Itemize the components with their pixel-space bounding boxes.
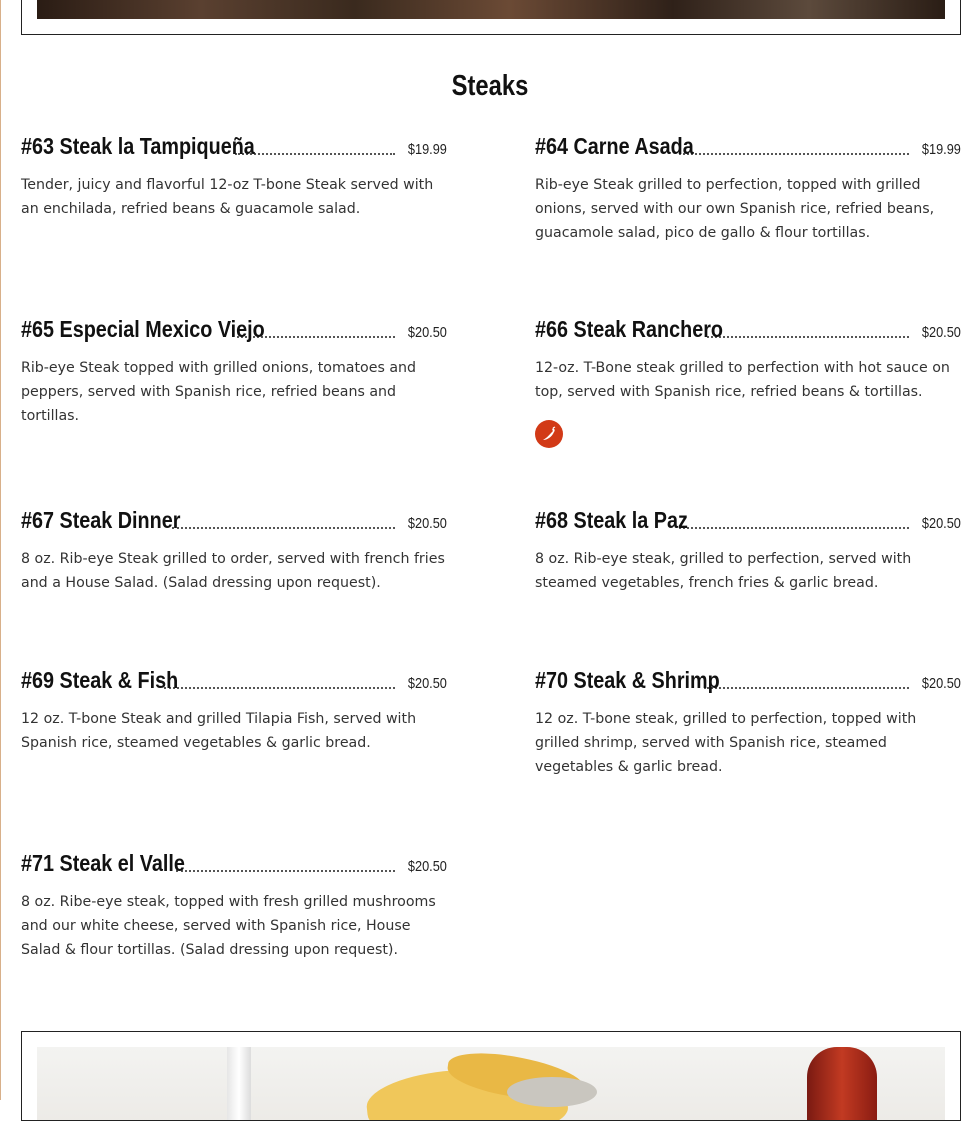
menu-item-description: 8 oz. Rib-eye steak, grilled to perfection, served with steamed vegetables, french fries & garlic bread. bbox=[535, 551, 912, 591]
menu-item-header bbox=[535, 504, 961, 534]
menu-item-name: #63 Steak la Tampiqueña bbox=[21, 133, 255, 159]
menu-item-header bbox=[21, 313, 447, 343]
menu-item-description: 12-oz. T-Bone steak grilled to perfection with hot sauce on top, served with Spanish rice, refried beans & tortillas. bbox=[535, 360, 950, 400]
top-food-photo bbox=[37, 0, 945, 19]
menu-item-price: $19.99 bbox=[407, 141, 447, 158]
menu-item-name: #70 Steak & Shrimp bbox=[535, 667, 720, 693]
menu-item-name: #66 Steak Ranchero bbox=[535, 316, 724, 342]
menu-item-description: 8 oz. Rib-eye Steak grilled to order, served with french fries and a House Salad. (Salad dressing upon request). bbox=[21, 551, 445, 591]
menu-item bbox=[535, 504, 961, 595]
dot-leader bbox=[164, 686, 395, 689]
menu-item-header bbox=[535, 130, 961, 160]
plate-shape bbox=[507, 1077, 597, 1107]
dot-leader bbox=[235, 152, 395, 155]
menu-item-header bbox=[21, 664, 447, 694]
menu-item-description: Tender, juicy and flavorful 12-oz T-bone Steak served with an enchilada, refried beans & guacamole salad. bbox=[21, 177, 434, 217]
menu-item-name: #65 Especial Mexico Viejo bbox=[21, 316, 265, 342]
chili-pepper-icon bbox=[535, 420, 563, 448]
hot-sauce-bottle-shape bbox=[807, 1047, 877, 1121]
menu-item-header bbox=[535, 313, 961, 343]
menu-item-name: #64 Carne Asada bbox=[535, 133, 694, 159]
menu-item-header bbox=[535, 664, 961, 694]
menu-item bbox=[535, 313, 961, 452]
menu-item-description: 12 oz. T-bone Steak and grilled Tilapia Fish, served with Spanish rice, steamed vegetables & garlic bread. bbox=[21, 711, 417, 751]
menu-item-price: $20.50 bbox=[407, 858, 447, 875]
menu-item-header bbox=[21, 130, 447, 160]
section-title: Steaks bbox=[451, 70, 529, 102]
menu-item-price: $20.50 bbox=[921, 515, 961, 532]
menu-item bbox=[21, 130, 447, 221]
menu-item-price: $20.50 bbox=[921, 675, 961, 692]
menu-item-price: $20.50 bbox=[407, 675, 447, 692]
menu-item-name: #69 Steak & Fish bbox=[21, 667, 179, 693]
menu-item-price: $19.99 bbox=[921, 141, 961, 158]
bottom-food-photo-frame bbox=[21, 1031, 961, 1121]
top-food-photo-frame bbox=[21, 0, 961, 35]
glass-shape bbox=[227, 1047, 251, 1121]
menu-item-description: 8 oz. Ribe-eye steak, topped with fresh grilled mushrooms and our white cheese, served with Spanish rice, House Salad & flour tortillas. (Salad dressing upon request). bbox=[21, 894, 436, 958]
menu-item-name: #71 Steak el Valle bbox=[21, 850, 185, 876]
bottom-food-photo bbox=[37, 1047, 945, 1121]
menu-item-price: $20.50 bbox=[407, 324, 447, 341]
dot-leader bbox=[707, 335, 909, 338]
menu-item bbox=[21, 847, 447, 962]
dot-leader bbox=[704, 686, 909, 689]
dot-leader bbox=[679, 526, 909, 529]
menu-item-description: Rib-eye Steak topped with grilled onions, tomatoes and peppers, served with Spanish rice, refried beans and tortillas. bbox=[21, 360, 417, 424]
menu-item-name: #67 Steak Dinner bbox=[21, 507, 181, 533]
menu-item-price: $20.50 bbox=[921, 324, 961, 341]
menu-item bbox=[21, 313, 447, 428]
dot-leader bbox=[172, 526, 395, 529]
menu-item bbox=[535, 130, 961, 245]
menu-item-header bbox=[21, 504, 447, 534]
page-left-border bbox=[0, 0, 1, 1100]
menu-item bbox=[21, 504, 447, 595]
menu-item bbox=[535, 664, 961, 779]
menu-item-name: #68 Steak la Paz bbox=[535, 507, 688, 533]
menu-item bbox=[21, 664, 447, 755]
dot-leader bbox=[679, 152, 909, 155]
menu-item-description: 12 oz. T-bone steak, grilled to perfection, topped with grilled shrimp, served with Spanish rice, steamed vegetables & garlic bread. bbox=[535, 711, 917, 775]
menu-item-description: Rib-eye Steak grilled to perfection, topped with grilled onions, served with our own Spanish rice, refried beans, guacamole salad, pico de gallo & flour tortillas. bbox=[535, 177, 935, 241]
menu-item-price: $20.50 bbox=[407, 515, 447, 532]
menu-item-header bbox=[21, 847, 447, 877]
dot-leader bbox=[176, 869, 395, 872]
